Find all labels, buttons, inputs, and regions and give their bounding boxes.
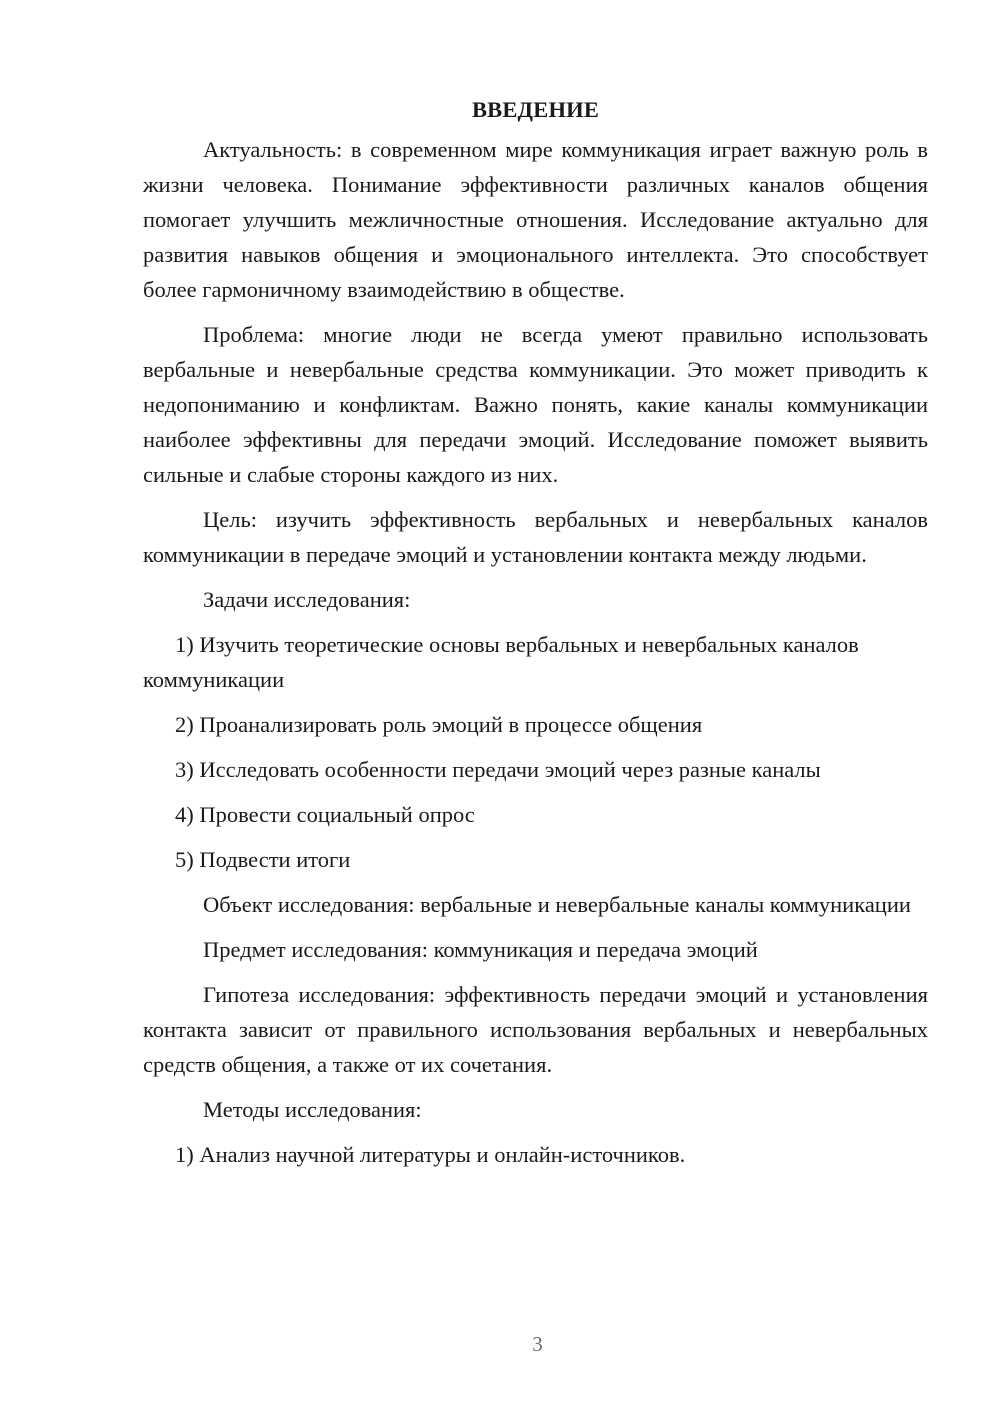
tasks-heading: Задачи исследования: bbox=[203, 587, 411, 612]
methods-heading: Методы исследования: bbox=[203, 1097, 422, 1122]
goal-paragraph: Цель: изучить эффективность вербальных и невербальных каналов коммуникации в передаче эмоций и установлении контакта между людьми. bbox=[143, 507, 928, 567]
problem-paragraph: Проблема: многие люди не всегда умеют правильно использовать вербальные и невербальные средства коммуникации. Это может приводить к недопониманию и конфликтам. Важно понять, какие каналы коммуникации наиболее эффективны для передачи эмоций. Исследование поможет выявить сильные и слабые стороны каждого из них. bbox=[143, 322, 928, 487]
page-number: 3 bbox=[532, 1332, 543, 1356]
task-item: 1) Изучить теоретические основы вербальных и невербальных каналов коммуникации bbox=[143, 632, 859, 692]
task-item: 2) Проанализировать роль эмоций в процессе общения bbox=[175, 712, 703, 737]
relevance-paragraph: Актуальность: в современном мире коммуникация играет важную роль в жизни человека. Понимание эффективности различных каналов общения помогает улучшить межличностные отношения. Исследование актуально для развития навыков общения и эмоционального интеллекта. Это способствует более гармоничному взаимодействию в обществе. bbox=[143, 137, 928, 302]
page-content bbox=[143, 92, 928, 1182]
object-paragraph: Объект исследования: вербальные и невербальные каналы коммуникации bbox=[203, 892, 911, 917]
task-item: 5) Подвести итоги bbox=[175, 847, 351, 872]
section-title: ВВЕДЕНИЕ bbox=[471, 97, 600, 122]
method-item: 1) Анализ научной литературы и онлайн-источников. bbox=[175, 1142, 686, 1167]
task-item: 3) Исследовать особенности передачи эмоций через разные каналы bbox=[175, 757, 821, 782]
subject-paragraph: Предмет исследования: коммуникация и передача эмоций bbox=[203, 937, 758, 962]
hypothesis-paragraph: Гипотеза исследования: эффективность передачи эмоций и установления контакта зависит от правильного использования вербальных и невербальных средств общения, а также от их сочетания. bbox=[143, 982, 928, 1077]
task-item: 4) Провести социальный опрос bbox=[175, 802, 475, 827]
